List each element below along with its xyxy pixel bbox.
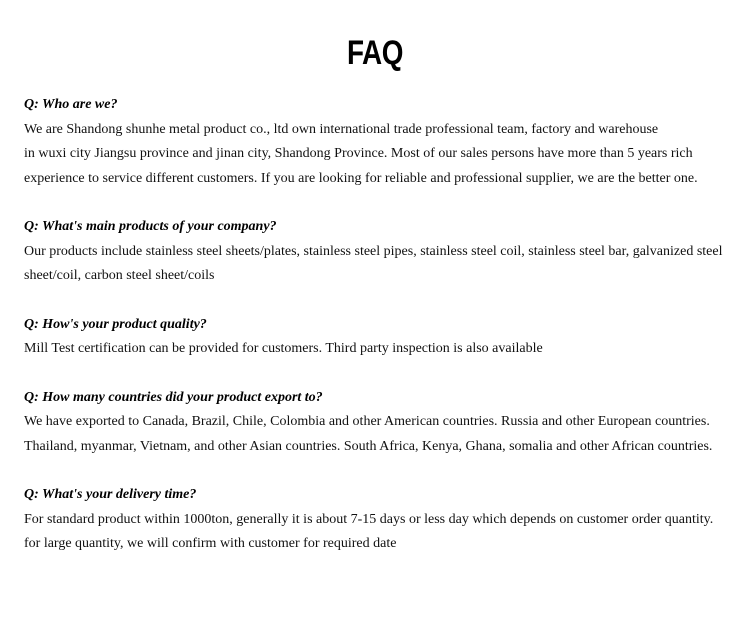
faq-answer-line: We are Shandong shunhe metal product co., ltd own international trade professional team, factory and warehouse (24, 121, 659, 137)
faq-answer-line: Thailand, myanmar, Vietnam, and other Asian countries. South Africa, Kenya, Ghana, somalia and other African countries. (24, 438, 713, 454)
faq-question: Q: What's your delivery time? (24, 487, 197, 502)
faq-question: Q: Who are we? (24, 97, 118, 112)
faq-item-delivery-time (24, 483, 729, 557)
faq-answer-line: experience to service different customers. If you are looking for reliable and professional supplier, we are the better one. (24, 170, 698, 186)
faq-answer-line: Our products include stainless steel sheets/plates, stainless steel pipes, stainless steel coil, stainless steel bar, galvanized steel (24, 243, 723, 259)
faq-list (24, 93, 729, 581)
faq-question: Q: What's main products of your company? (24, 219, 277, 234)
faq-question: Q: How many countries did your product export to? (24, 389, 323, 405)
faq-item-who-are-we (24, 93, 729, 191)
faq-answer-line: For standard product within 1000ton, generally it is about 7-15 days or less day which depends on customer order quantity. (24, 511, 714, 527)
faq-answer-line: We have exported to Canada, Brazil, Chile, Colombia and other American countries. Russia and other European countries. (24, 414, 710, 429)
faq-answer-line: in wuxi city Jiangsu province and jinan city, Shandong Province. Most of our sales persons have more than 5 years rich (24, 146, 693, 161)
page-title: FAQ (346, 34, 404, 72)
faq-item-product-quality (24, 313, 729, 362)
faq-question: Q: How's your product quality? (24, 316, 207, 332)
faq-answer-line: Mill Test certification can be provided for customers. Third party inspection is also available (24, 341, 543, 356)
faq-answer-line: sheet/coil, carbon steel sheet/coils (24, 268, 215, 283)
faq-answer-line: for large quantity, we will confirm with customer for required date (24, 536, 397, 551)
faq-item-export-countries (24, 386, 729, 460)
faq-item-main-products (24, 215, 729, 289)
